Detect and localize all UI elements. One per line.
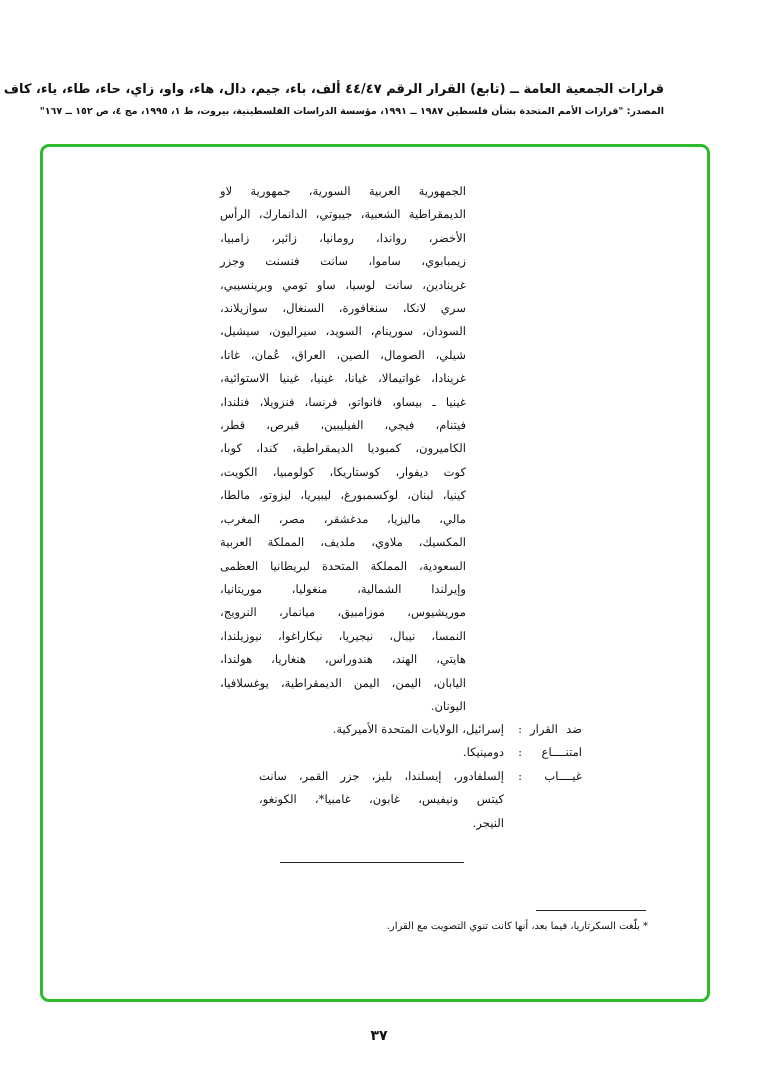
body-line: اليونان. (430, 698, 466, 713)
body-line: الجمهورية العربية السورية، جمهورية لاو (220, 184, 466, 198)
body-line: كينيا، لبنان، لوكسمبورغ، ليبيريا، ليزوتو، مالطا، (220, 488, 466, 503)
body-line: كوت ديفوار، كوستاريكا، كولومبيا، الكويت، (220, 464, 466, 479)
body-line: غرينادين، سانت لوسيا، ساو تومي وبرينسيبي، (220, 277, 466, 292)
body-line: شيلي، الصومال، الصين، العراق، عُمان، غانا، (220, 347, 466, 362)
vote-absent-line: إلسلفادور، إيسلندا، بليز، جزر القمر، سانت (259, 768, 504, 783)
vote-absent-line: النيجر. (472, 815, 504, 830)
vote-colon: : (518, 722, 522, 736)
body-line: غينيا ـ بيساو، فانواتو، فرنسا، فنزويلا، فنلندا، (220, 394, 466, 409)
body-line: غرينادا، غواتيمالا، غيانا، غينيا، غينيا الاستوائية، (220, 371, 466, 386)
body-line: زيمبابوي، ساموا، سانت فنسنت وجزر (220, 254, 466, 269)
body-line: سري لانكا، سنغافورة، السنغال، سوازيلاند، (220, 301, 466, 316)
body-line: النمسا، نيبال، نيجيريا، نيكاراغوا، نيوزيلندا، (220, 628, 466, 643)
header-title: قرارات الجمعية العامة ــ (تابع) القرار الرقم ٤٤/٤٧ ألف، باء، جيم، دال، هاء، واو، زاي، حاء، طاء، ياء، كاف (3, 82, 664, 97)
body-line: السعودية، المملكة المتحدة لبريطانيا العظمى (220, 558, 466, 573)
vote-abstain-label: امتنــــاع (541, 745, 582, 760)
footnote: * بلّغت السكرتاريا، فيما بعد، أنها كانت تنوي التصويت مع القرار. (386, 921, 648, 932)
vote-absent-text (259, 765, 504, 835)
body-line: السودان، سورينام، السويد، سيراليون، سيشيل، (220, 324, 466, 339)
vote-colon: : (518, 768, 522, 783)
body-line: موريشيوس، موزامبيق، ميانمار، النرويج، (220, 605, 466, 620)
vote-absent-line: كيتس ونيفيس، غابون، غامبيا*، الكونغو، (259, 792, 504, 807)
page-number: ٣٧ (370, 1028, 388, 1044)
vote-colon: : (518, 745, 522, 760)
body-line: اليابان، اليمن، اليمن الديمقراطية، يوغسلافيا، (220, 675, 466, 690)
body-line: فيتنام، فيجي، الفيليبين، قبرص، قطر، (220, 418, 466, 433)
body-line: وإيرلندا الشمالية، منغوليا، موريتانيا، (220, 581, 466, 596)
body-line: مالي، ماليزيا، مدغشقر، مصر، المغرب، (220, 511, 466, 526)
body-line: المكسيك، ملاوي، ملديف، المملكة العربية (220, 535, 466, 550)
footnote-rule (536, 910, 646, 911)
body-line: الديمقراطية الشعبية، جيبوتي، الدانمارك، الرأس (220, 207, 466, 222)
body-line: الأخضر، رواندا، رومانيا، زائير، زامبيا، (220, 230, 466, 245)
vote-against-text: إسرائيل، الولايات المتحدة الأميركية. (332, 722, 504, 736)
vote-against-label: ضد القرار (530, 722, 582, 736)
body-line: هايتي، الهند، هندوراس، هنغاريا، هولندا، (220, 652, 466, 667)
vote-absent-label: غيــــاب (544, 768, 582, 783)
country-list (220, 180, 466, 718)
section-end-rule (280, 862, 464, 863)
header-source: المصدر: "قرارات الأمم المتحدة بشأن فلسطين ١٩٨٧ ــ ١٩٩١، مؤسسة الدراسات الفلسطينية، بيروت، ط ١، ١٩٩٥، مج ٤، ص ١٥٢ ــ ١٦٧" (39, 106, 664, 117)
body-line: الكاميرون، كمبوديا الديمقراطية، كندا، كوبا، (220, 441, 466, 456)
vote-abstain-text: دومينيكا. (462, 745, 504, 760)
